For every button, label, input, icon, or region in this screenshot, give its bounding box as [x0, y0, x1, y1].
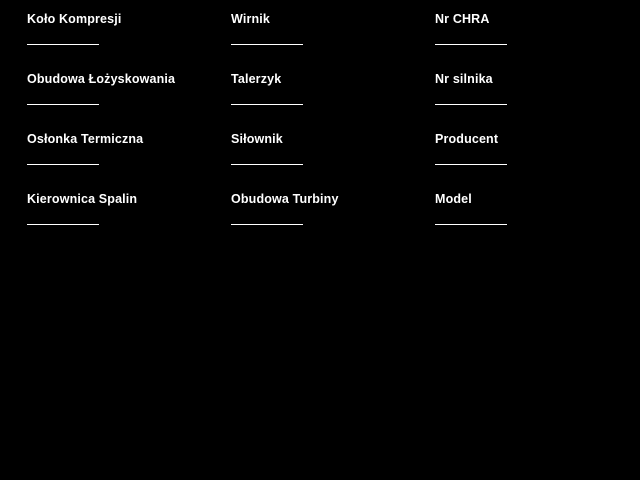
field-nr-chra[interactable]: [435, 12, 639, 72]
field-label: Koło Kompresji: [27, 12, 122, 26]
field-underline: [435, 164, 507, 165]
field-label: Siłownik: [231, 132, 283, 146]
field-oslonka-termiczna[interactable]: [27, 132, 231, 192]
field-underline: [27, 44, 99, 45]
field-underline: [231, 224, 303, 225]
field-underline: [435, 44, 507, 45]
field-label: Kierownica Spalin: [27, 192, 138, 206]
field-obudowa-lozyskowania[interactable]: [27, 72, 231, 132]
field-underline: [27, 104, 99, 105]
field-underline: [27, 224, 99, 225]
field-label: Nr silnika: [435, 72, 493, 86]
field-kolo-kompresji[interactable]: [27, 12, 231, 72]
field-label: Obudowa Łożyskowania: [27, 72, 176, 86]
field-label: Producent: [435, 132, 499, 146]
field-model[interactable]: [435, 192, 639, 252]
field-label: Wirnik: [231, 12, 270, 26]
field-label: Model: [435, 192, 472, 206]
field-underline: [435, 224, 507, 225]
field-underline: [231, 104, 303, 105]
field-wirnik[interactable]: [231, 12, 435, 72]
field-talerzyk[interactable]: [231, 72, 435, 132]
field-label: Nr CHRA: [435, 12, 490, 26]
field-silownik[interactable]: [231, 132, 435, 192]
field-underline: [231, 44, 303, 45]
field-underline: [231, 164, 303, 165]
field-underline: [435, 104, 507, 105]
field-kierownica-spalin[interactable]: [27, 192, 231, 252]
field-label: Obudowa Turbiny: [231, 192, 339, 206]
field-producent[interactable]: [435, 132, 639, 192]
field-underline: [27, 164, 99, 165]
field-obudowa-turbiny[interactable]: [231, 192, 435, 252]
field-label: Talerzyk: [231, 72, 282, 86]
field-nr-silnika[interactable]: [435, 72, 639, 132]
field-label: Osłonka Termiczna: [27, 132, 144, 146]
